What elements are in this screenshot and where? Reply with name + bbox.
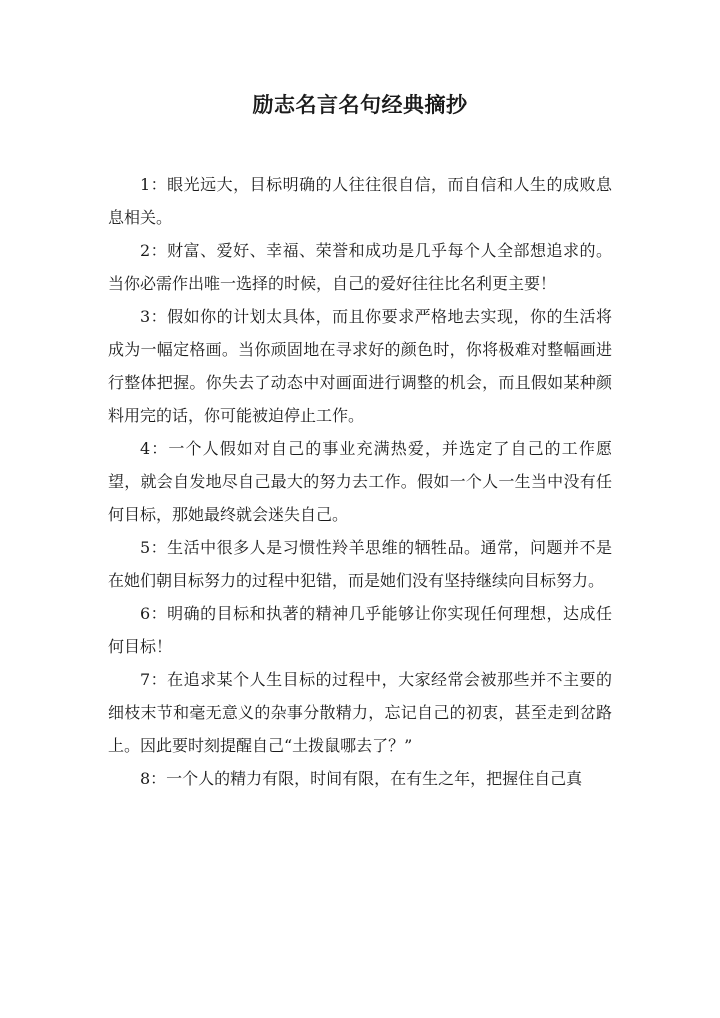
quote-paragraph: 7：在追求某个人生目标的过程中，大家经常会被那些并不主要的细枝末节和毫无意义的杂事分散精力，忘记自己的初衷，甚至走到岔路上。因此要时刻提醒自己“土拨鼠哪去了？” bbox=[108, 670, 612, 755]
document-title: 励志名言名句经典摘抄 bbox=[252, 92, 468, 117]
quote-paragraph: 6：明确的目标和执著的精神几乎能够让你实现任何理想，达成任何目标！ bbox=[108, 604, 612, 656]
quote-paragraph: 1：眼光远大，目标明确的人往往很自信，而自信和人生的成败息息相关。 bbox=[108, 175, 612, 227]
quote-paragraph: 5：生活中很多人是习惯性羚羊思维的牺牲品。通常，问题并不是在她们朝目标努力的过程中犯错，而是她们没有坚持继续向目标努力。 bbox=[108, 538, 612, 590]
quote-paragraph: 2：财富、爱好、幸福、荣誉和成功是几乎每个人全部想追求的。当你必需作出唯一选择的时候，自己的爱好往往比名利更主要！ bbox=[108, 241, 612, 293]
document-body bbox=[108, 168, 612, 795]
quote-paragraph: 4：一个人假如对自己的事业充满热爱，并选定了自己的工作愿望，就会自发地尽自己最大的努力去工作。假如一个人一生当中没有任何目标，那她最终就会迷失自己。 bbox=[108, 439, 612, 524]
quote-paragraph: 8：一个人的精力有限，时间有限，在有生之年，把握住自己真 bbox=[140, 769, 583, 788]
quote-paragraph: 3：假如你的计划太具体，而且你要求严格地去实现，你的生活将成为一幅定格画。当你顽固地在寻求好的颜色时，你将极难对整幅画进行整体把握。你失去了动态中对画面进行调整的机会，而且假如某种颜料用完的话，你可能被迫停止工作。 bbox=[108, 307, 612, 425]
